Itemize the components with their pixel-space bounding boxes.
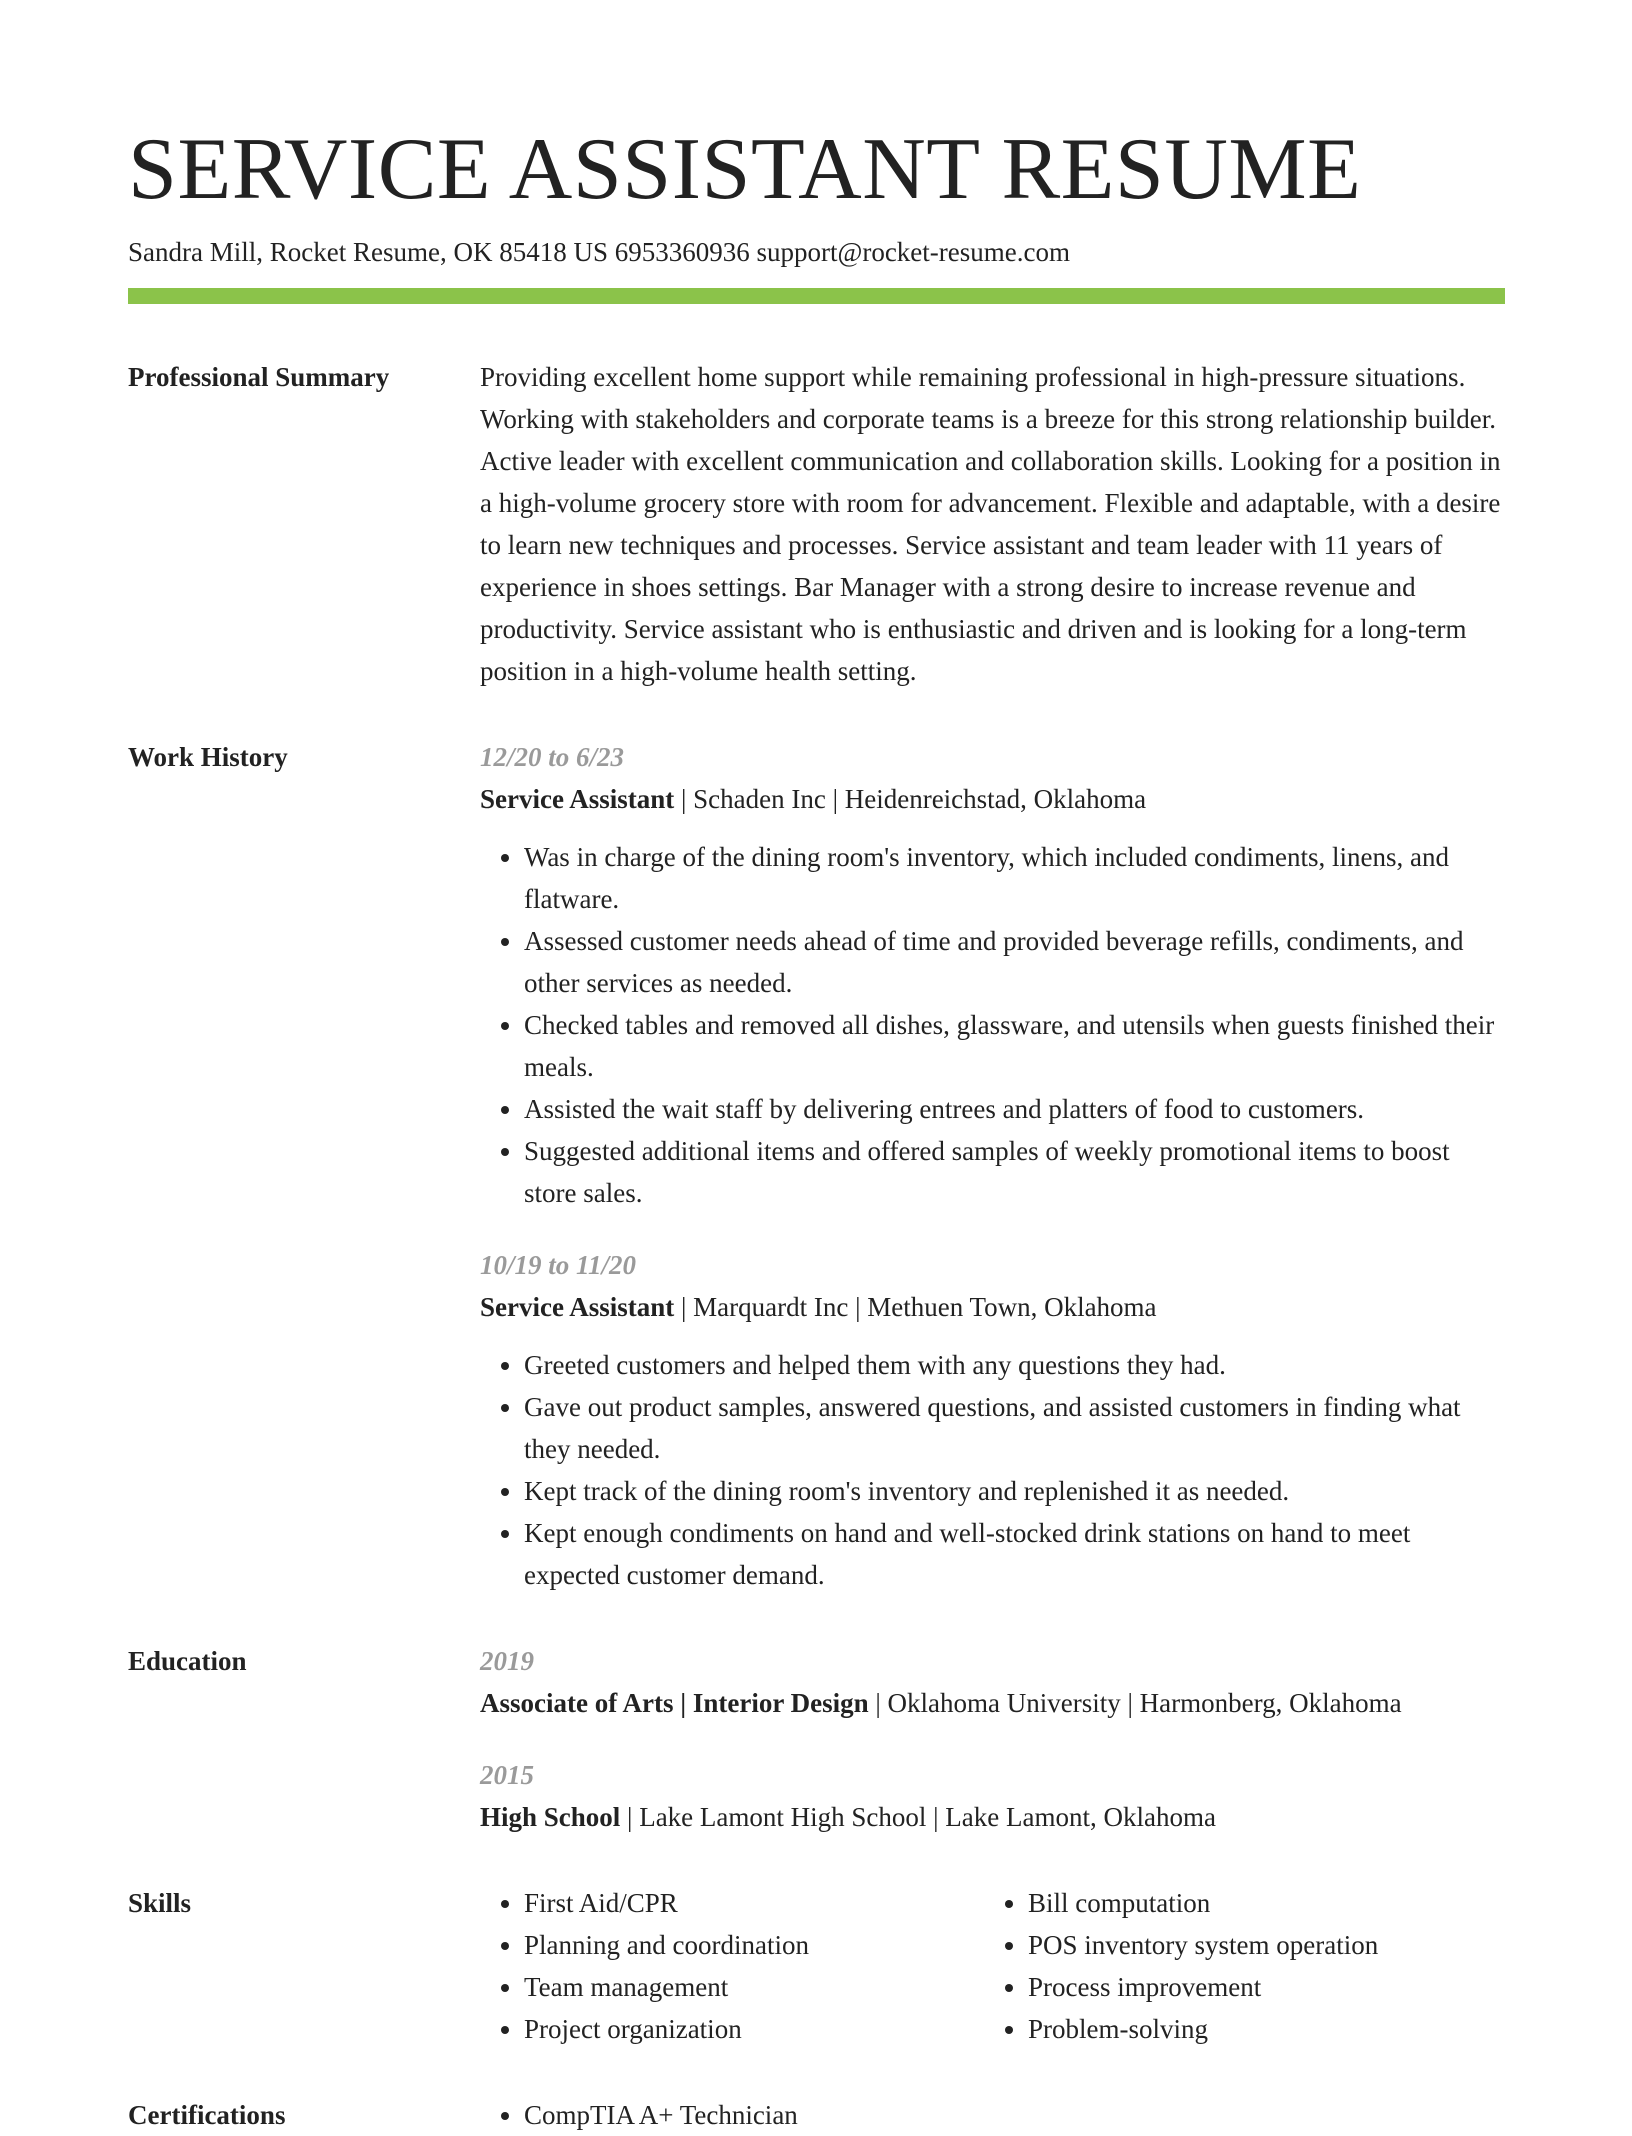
resume-page xyxy=(128,0,1505,2136)
job-dates: 12/20 to 6/23 xyxy=(480,742,625,772)
education-degree: Associate of Arts | Interior Design xyxy=(480,1688,869,1718)
accent-divider xyxy=(128,288,1505,304)
job-duty: • Suggested additional items and offered samples of weekly promotional items to boost store sales. xyxy=(524,1130,1505,1214)
job-heading xyxy=(480,1286,1505,1328)
job-company-location: | Schaden Inc | Heidenreichstad, Oklahoma xyxy=(674,784,1147,814)
skills-list-left xyxy=(480,1882,984,2050)
job-duty: • Kept track of the dining room's inventory and replenished it as needed. xyxy=(524,1470,1505,1512)
education-school-location: | Lake Lamont High School | Lake Lamont, Oklahoma xyxy=(620,1802,1216,1832)
skill-item: • Team management xyxy=(524,1966,984,2008)
job-duty: • Greeted customers and helped them with any questions they had. xyxy=(524,1344,1505,1386)
education-heading xyxy=(480,1682,1505,1724)
job-title: Service Assistant xyxy=(480,1292,675,1322)
education-entry xyxy=(480,1754,1505,1838)
skill-item: • First Aid/CPR xyxy=(524,1882,984,1924)
skill-item: • Planning and coordination xyxy=(524,1924,984,1966)
job-duty: • Kept enough condiments on hand and well-stocked drink stations on hand to meet expected customer demand. xyxy=(524,1512,1505,1596)
job-entry xyxy=(480,736,1505,1214)
skill-item: • POS inventory system operation xyxy=(1028,1924,1488,1966)
education-degree: High School xyxy=(480,1802,621,1832)
certification-item: • CompTIA A+ Technician xyxy=(524,2094,1505,2136)
education-section xyxy=(128,1640,1505,1838)
job-duty: • Was in charge of the dining room's inventory, which included condiments, linens, and flatware. xyxy=(524,836,1505,920)
work-history-section xyxy=(128,736,1505,1596)
skill-item: • Project organization xyxy=(524,2008,984,2050)
skill-item: • Problem-solving xyxy=(1028,2008,1488,2050)
certifications-list xyxy=(480,2094,1505,2136)
section-label-education: Education xyxy=(128,1646,247,1676)
summary-section xyxy=(128,356,1505,692)
skill-item: • Process improvement xyxy=(1028,1966,1488,2008)
job-duty: • Checked tables and removed all dishes, glassware, and utensils when guests finished their meals. xyxy=(524,1004,1505,1088)
education-entry xyxy=(480,1640,1505,1724)
section-label-skills: Skills xyxy=(128,1888,192,1918)
resume-title: SERVICE ASSISTANT RESUME xyxy=(128,121,1362,218)
job-heading xyxy=(480,778,1505,820)
education-heading xyxy=(480,1796,1505,1838)
education-school-location: | Oklahoma University | Harmonberg, Oklahoma xyxy=(868,1688,1402,1718)
job-duties-list xyxy=(480,1344,1505,1596)
skill-item: • Bill computation xyxy=(1028,1882,1488,1924)
section-label-summary: Professional Summary xyxy=(128,362,390,392)
section-label-certifications: Certifications xyxy=(128,2100,286,2130)
section-label-work-history: Work History xyxy=(128,742,288,772)
education-year: 2015 xyxy=(480,1760,534,1790)
summary-text: Providing excellent home support while remaining professional in high-pressure situations. Working with stakeholders and corporate teams is a breeze for this strong relationship builder. Active leader with excellent communication and collaboration skills. Looking for a position in a high-volume grocery store with room for advancement. Flexible and adaptable, with a desire to learn new techniques and processes. Service assistant and team leader with 11 years of experience in shoes settings. Bar Manager with a strong desire to increase revenue and productivity. Service assistant who is enthusiastic and driven and is looking for a long-term position in a high-volume health setting. xyxy=(480,362,1501,686)
job-duty: • Assessed customer needs ahead of time and provided beverage refills, condiments, and other services as needed. xyxy=(524,920,1505,1004)
skills-section xyxy=(128,1882,1505,2050)
certifications-section xyxy=(128,2094,1505,2136)
job-entry xyxy=(480,1244,1505,1596)
contact-line: Sandra Mill, Rocket Resume, OK 85418 US 6953360936 support@rocket-resume.com xyxy=(128,237,1070,267)
job-title: Service Assistant xyxy=(480,784,675,814)
job-duty: • Gave out product samples, answered questions, and assisted customers in finding what they needed. xyxy=(524,1386,1505,1470)
skills-list-right xyxy=(984,1882,1488,2050)
job-duty: • Assisted the wait staff by delivering entrees and platters of food to customers. xyxy=(524,1088,1505,1130)
job-dates: 10/19 to 11/20 xyxy=(480,1250,637,1280)
job-duties-list xyxy=(480,836,1505,1214)
education-year: 2019 xyxy=(480,1646,534,1676)
job-company-location: | Marquardt Inc | Methuen Town, Oklahoma xyxy=(674,1292,1157,1322)
